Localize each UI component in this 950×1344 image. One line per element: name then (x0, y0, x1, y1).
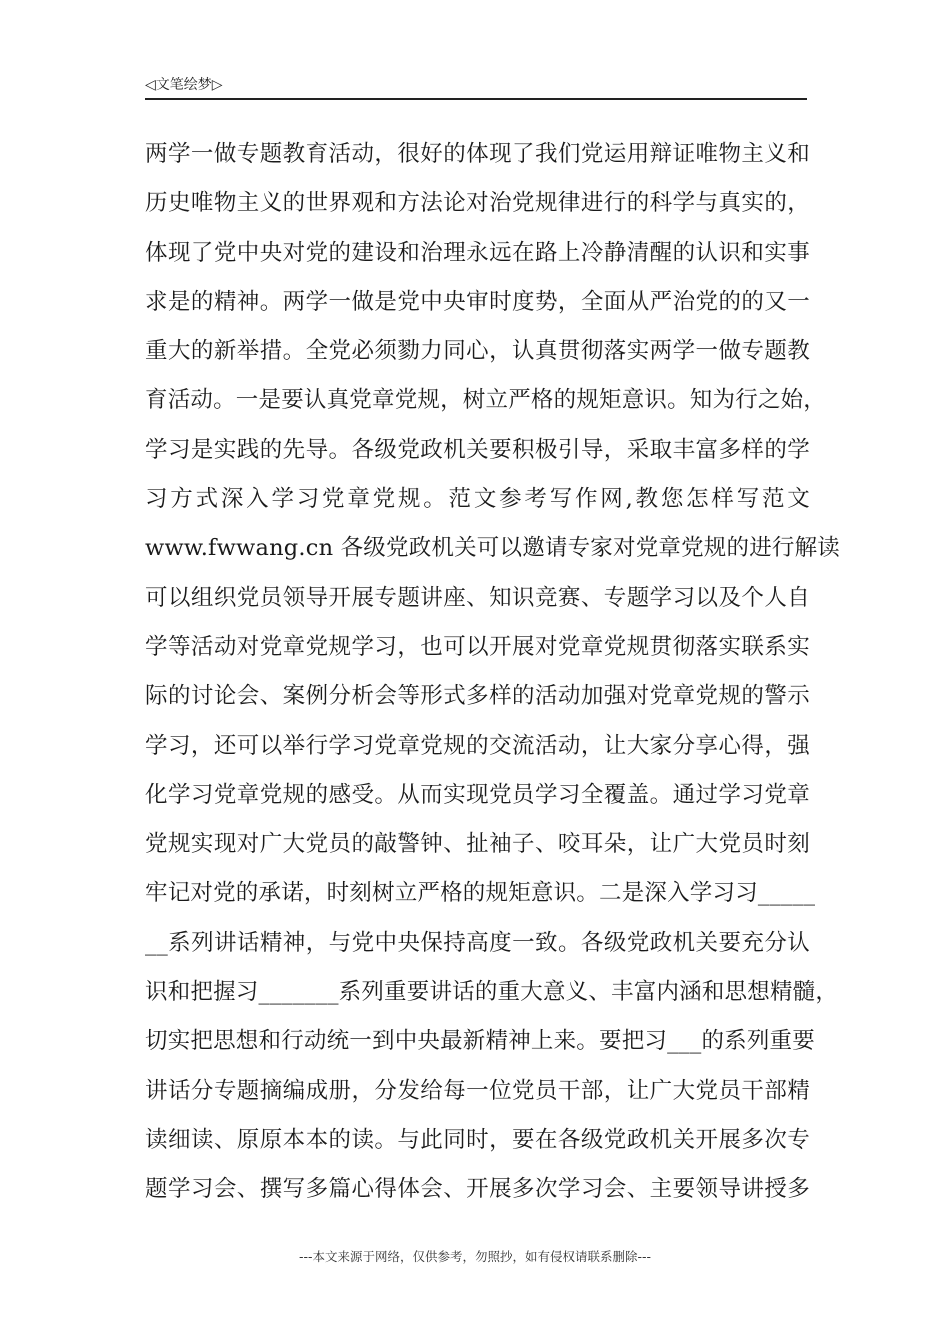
body-line: 两学一做专题教育活动，很好的体现了我们党运用辩证唯物主义和 (145, 141, 810, 167)
body-line: 习方式深入学习党章党规。范文参考写作网,教您怎样写范文 (145, 486, 810, 513)
footer-note: ---本文来源于网络，仅供参考，勿照抄，如有侵权请联系删除--- (298, 1249, 652, 1264)
page-footer (0, 1247, 950, 1265)
page-header (145, 76, 807, 100)
body-line: 学等活动对党章党规学习，也可以开展对党章党规贯彻落实联系实 (145, 633, 810, 660)
body-line: 学习，还可以举行学习党章党规的交流活动，让大家分享心得，强 (145, 732, 810, 759)
body-line: 化学习党章党规的感受。从而实现党员学习全覆盖。通过学习党章 (145, 781, 810, 808)
body-line: 读细读、原原本本的读。与此同时，要在各级党政机关开展多次专 (145, 1126, 810, 1153)
body-line: 牢记对党的承诺，时刻树立严格的规矩意识。二是深入学习习_____ (145, 880, 816, 907)
body-line: __系列讲话精神，与党中央保持高度一致。各级党政机关要充分认 (145, 929, 810, 956)
body-line: www.fwwang.cn 各级党政机关可以邀请专家对党章党规的进行解读 (145, 535, 841, 562)
body-line: 历史唯物主义的世界观和方法论对治党规律进行的科学与真实的， (145, 190, 810, 217)
body-line: 讲话分专题摘编成册，分发给每一位党员干部，让广大党员干部精 (145, 1077, 810, 1104)
header-title: ◁文笔绘梦▷ (145, 77, 223, 93)
body-line: 体现了党中央对党的建设和治理永远在路上冷静清醒的认识和实事 (145, 239, 810, 266)
body-line: 求是的精神。两学一做是党中央审时度势，全面从严治党的的又一 (145, 288, 810, 315)
body-line: 育活动。一是要认真党章党规，树立严格的规矩意识。知为行之始， (145, 387, 827, 414)
body-line: 党规实现对广大党员的敲警钟、扯袖子、咬耳朵，让广大党员时刻 (145, 831, 810, 858)
body-line: 题学习会、撰写多篇心得体会、开展多次学习会、主要领导讲授多 (145, 1176, 810, 1203)
body-line: 识和把握习_______系列重要讲话的重大意义、丰富内涵和思想精髓， (145, 979, 839, 1006)
body-line: 可以组织党员领导开展专题讲座、知识竞赛、专题学习以及个人自 (145, 584, 810, 611)
body-line: 切实把思想和行动统一到中央最新精神上来。要把习___的系列重要 (145, 1028, 815, 1055)
body-line: 学习是实践的先导。各级党政机关要积极引导，采取丰富多样的学 (145, 436, 810, 463)
document-body (145, 130, 841, 1215)
body-line: 际的讨论会、案例分析会等形式多样的活动加强对党章党规的警示 (145, 683, 810, 710)
body-line: 重大的新举措。全党必须勠力同心，认真贯彻落实两学一做专题教 (145, 338, 810, 365)
